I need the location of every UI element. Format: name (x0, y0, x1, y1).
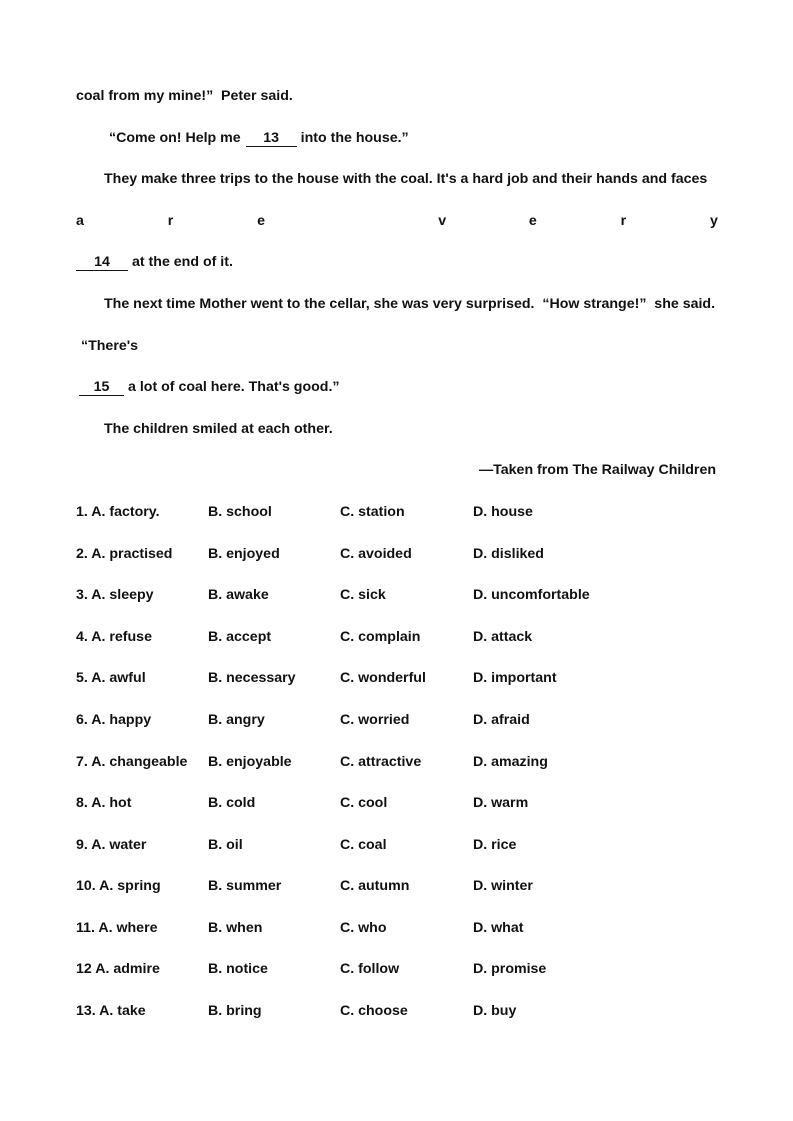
passage-text: coal from my mine!” Peter said. (76, 88, 293, 104)
spread-letter: a (76, 212, 84, 229)
option-a: 2. A. practised (76, 545, 173, 562)
blank-13: 13 (246, 131, 297, 147)
option-row-4 (76, 617, 718, 659)
option-row-12 (76, 949, 718, 991)
option-d: D. uncomfortable (473, 587, 590, 604)
option-a: 10. A. spring (76, 878, 161, 895)
spread-letter: e (257, 212, 266, 229)
option-row-13 (76, 991, 718, 1033)
option-c: C. who (340, 919, 387, 936)
option-d: D. important (473, 670, 557, 687)
option-row-3 (76, 575, 718, 617)
option-b: B. enjoyable (208, 753, 292, 770)
option-a: 5. A. awful (76, 670, 146, 687)
option-row-10 (76, 866, 718, 908)
passage-text: They make three trips to the house with the coal. It's a hard job and their hands and faces (104, 171, 708, 188)
passage-text: “Come on! Help me (109, 129, 241, 146)
option-row-7 (76, 742, 718, 784)
option-a: 11. A. where (76, 919, 158, 936)
option-c: C. autumn (340, 878, 410, 895)
option-c: C. wonderful (340, 670, 426, 687)
option-d: D. afraid (473, 711, 530, 728)
option-c: C. sick (340, 587, 386, 604)
option-d: D. rice (473, 836, 517, 853)
passage-text: The children smiled at each other. (104, 420, 333, 437)
option-a: 6. A. happy (76, 711, 152, 728)
option-b: B. when (208, 919, 263, 936)
passage-text: “There's (81, 337, 138, 354)
passage-line-2 (76, 118, 718, 160)
option-row-8 (76, 783, 718, 825)
passage-source (76, 450, 718, 492)
passage-text: a lot of coal here. That's good.” (128, 379, 340, 396)
option-b: B. oil (208, 836, 243, 853)
option-a: 3. A. sleepy (76, 587, 154, 604)
source-citation: —Taken from The Railway Children (478, 462, 716, 479)
option-a: 12 A. admire (76, 961, 160, 978)
passage-line-5 (76, 242, 718, 284)
passage-line-1 (76, 76, 718, 118)
option-d: D. buy (473, 1003, 517, 1020)
option-b: B. bring (208, 1003, 262, 1020)
passage-line-6 (76, 284, 718, 326)
option-c: C. choose (340, 1003, 408, 1020)
passage-line-3 (76, 159, 718, 201)
option-d: D. winter (473, 878, 533, 895)
option-a: 8. A. hot (76, 795, 132, 812)
option-row-1 (76, 492, 718, 534)
spread-letter: e (528, 212, 537, 229)
option-a: 7. A. changeable (76, 753, 188, 770)
spread-letter: r (620, 212, 627, 229)
content-column (76, 76, 718, 1033)
option-b: B. angry (208, 711, 265, 728)
option-row-9 (76, 825, 718, 867)
option-b: B. accept (208, 628, 272, 645)
passage-line-7 (76, 326, 718, 368)
option-d: D. attack (473, 628, 533, 645)
option-a: 9. A. water (76, 836, 147, 853)
option-b: B. necessary (208, 670, 296, 687)
option-c: C. worried (340, 711, 410, 728)
option-row-6 (76, 700, 718, 742)
option-c: C. avoided (340, 545, 412, 562)
option-c: C. follow (340, 961, 400, 978)
spread-letter: r (167, 212, 174, 229)
passage-line-8 (76, 367, 718, 409)
option-row-11 (76, 908, 718, 950)
spread-letter: y (709, 212, 718, 229)
option-d: D. amazing (473, 753, 548, 770)
option-b: B. summer (208, 878, 282, 895)
option-d: D. house (473, 503, 533, 520)
passage-text: The next time Mother went to the cellar, she was very surprised. “How strange!” she said. (104, 295, 716, 312)
option-b: B. notice (208, 961, 268, 978)
option-b: B. enjoyed (208, 545, 280, 562)
spread-letter: v (438, 212, 447, 229)
option-a: 4. A. refuse (76, 628, 152, 645)
option-row-5 (76, 658, 718, 700)
option-b: B. awake (208, 587, 269, 604)
option-c: C. coal (340, 836, 387, 853)
option-d: D. what (473, 919, 524, 936)
option-c: C. cool (340, 795, 388, 812)
option-d: D. promise (473, 961, 547, 978)
option-b: B. cold (208, 795, 256, 812)
passage-text: at the end of it. (132, 254, 233, 271)
option-a: 1. A. factory. (76, 503, 160, 520)
passage-line-4-justified (76, 201, 718, 243)
passage-text: into the house.” (300, 129, 409, 146)
option-d: D. disliked (473, 545, 544, 562)
option-b: B. school (208, 503, 272, 520)
blank-15: 15 (79, 380, 124, 396)
options-list (76, 492, 718, 1033)
option-c: C. complain (340, 628, 421, 645)
blank-14: 14 (76, 255, 128, 271)
passage-line-9 (76, 409, 718, 451)
option-c: C. station (340, 503, 405, 520)
option-a: 13. A. take (76, 1003, 146, 1020)
option-d: D. warm (473, 795, 529, 812)
spread-gap (348, 201, 356, 243)
option-row-2 (76, 534, 718, 576)
option-c: C. attractive (340, 753, 422, 770)
